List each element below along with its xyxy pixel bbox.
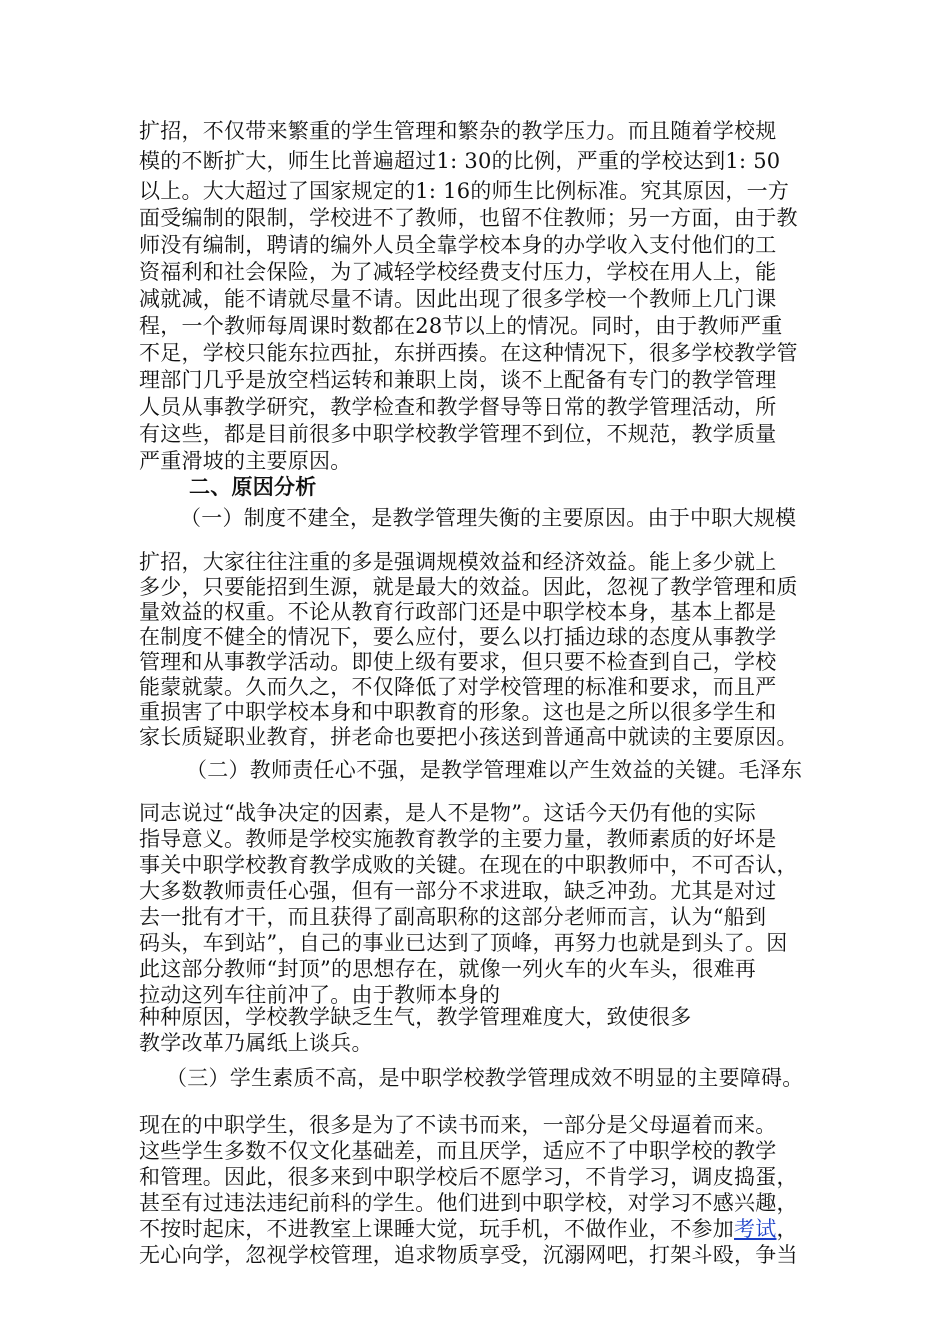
paragraph-1-line-4: 面受编制的限制，学校进不了教师，也留不住教师；另一方面，由于教 bbox=[139, 206, 798, 230]
subsection-3-line-1: 现在的中职学生，很多是为了不读书而来，一部分是父母逼着而来。 bbox=[139, 1113, 777, 1137]
subsection-2-line-9: 种种原因，学校教学缺乏生气，教学管理难度大，致使很多 bbox=[139, 1005, 692, 1029]
subsection-1-line-3: 量效益的权重。不论从教育行政部门还是中职学校本身，基本上都是 bbox=[139, 600, 777, 624]
subsection-2-heading: （二）教师责任心不强，是教学管理难以产生效益的关键。毛泽东 bbox=[186, 758, 803, 782]
paragraph-1-line-10: 理部门几乎是放空档运转和兼职上岗，谈不上配备有专门的教学管理 bbox=[139, 368, 777, 392]
subsection-3-heading: （三）学生素质不高，是中职学校教学管理成效不明显的主要障碍。 bbox=[166, 1066, 804, 1090]
paragraph-1-line-3: 以上。大大超过了国家规定的1: 16的师生比例标准。究其原因，一方 bbox=[139, 179, 790, 203]
paragraph-1-line-1: 扩招，不仅带来繁重的学生管理和繁杂的教学压力。而且随着学校规 bbox=[139, 119, 777, 143]
paragraph-1-line-13: 严重滑坡的主要原因。 bbox=[139, 449, 352, 473]
paragraph-1-line-6: 资福利和社会保险，为了减轻学校经费支付压力，学校在用人上，能 bbox=[139, 260, 777, 284]
subsection-3-line-2: 这些学生多数不仅文化基础差，而且厌学，适应不了中职学校的教学 bbox=[139, 1139, 777, 1163]
subsection-1-line-4: 在制度不健全的情况下，要么应付，要么以打插边球的态度从事教学 bbox=[139, 625, 777, 649]
paragraph-1-line-11: 人员从事教学研究，教学检查和教学督导等日常的教学管理活动，所 bbox=[139, 395, 777, 419]
subsection-2-line-8: 拉动这列车往前冲了。由于教师本身的 bbox=[139, 983, 501, 1007]
subsection-2-line-3: 事关中职学校教育教学成败的关键。在现在的中职教师中，不可否认， bbox=[139, 853, 798, 877]
subsection-1-line-6: 能蒙就蒙。久而久之，不仅降低了对学校管理的标准和要求，而且严 bbox=[139, 675, 777, 699]
subsection-1-heading: （一）制度不建全，是教学管理失衡的主要原因。由于中职大规模 bbox=[180, 506, 797, 530]
subsection-3-line-6: 无心向学，忽视学校管理，追求物质享受，沉溺网吧，打架斗殴，争当 bbox=[139, 1243, 798, 1267]
subsection-2-line-2: 指导意义。教师是学校实施教育教学的主要力量，教师素质的好坏是 bbox=[139, 827, 777, 851]
exam-link[interactable]: 考试 bbox=[734, 1217, 777, 1241]
subsection-3-line-5 bbox=[139, 1216, 798, 1242]
subsection-3-line-4: 甚至有过违法违纪前科的学生。他们进到中职学校，对学习不感兴趣， bbox=[139, 1191, 798, 1215]
subsection-1-line-5: 管理和从事教学活动。即使上级有要求，但只要不检查到自己，学校 bbox=[139, 650, 777, 674]
subsection-3-line-3: 和管理。因此，很多来到中职学校后不愿学习，不肯学习，调皮捣蛋， bbox=[139, 1165, 798, 1189]
paragraph-1-line-7: 减就减，能不请就尽量不请。因此出现了很多学校一个教师上几门课 bbox=[139, 287, 777, 311]
section-heading: 二、原因分析 bbox=[189, 474, 317, 499]
subsection-2-line-4: 大多数教师责任心强，但有一部分不求进取，缺乏冲劲。尤其是对过 bbox=[139, 879, 777, 903]
paragraph-1-line-8: 程，一个教师每周课时数都在28节以上的情况。同时，由于教师严重 bbox=[139, 314, 783, 338]
subsection-1-line-8: 家长质疑职业教育，拼老命也要把小孩送到普通高中就读的主要原因。 bbox=[139, 725, 798, 749]
subsection-2-line-10: 教学改革乃属纸上谈兵。 bbox=[139, 1031, 373, 1055]
subsection-2-line-6: 码头，车到站”，自己的事业已达到了顶峰，再努力也就是到头了。因 bbox=[139, 931, 788, 955]
paragraph-1-line-5: 师没有编制，聘请的编外人员全靠学校本身的办学收入支付他们的工 bbox=[139, 233, 777, 257]
subsection-1-line-2: 多少，只要能招到生源，就是最大的效益。因此，忽视了教学管理和质 bbox=[139, 575, 798, 599]
subsection-2-line-7: 此这部分教师“封顶”的思想存在，就像一列火车的火车头，很难再 bbox=[139, 957, 756, 981]
paragraph-1-line-9: 不足，学校只能东拉西扯，东拼西揍。在这种情况下，很多学校教学管 bbox=[139, 341, 798, 365]
paragraph-1-line-12: 有这些，都是目前很多中职学校教学管理不到位，不规范，教学质量 bbox=[139, 422, 777, 446]
subsection-3-line-5-text: 不按时起床，不进教室上课睡大觉，玩手机，不做作业，不参加 bbox=[139, 1217, 734, 1241]
subsection-1-line-1: 扩招，大家往往注重的多是强调规模效益和经济效益。能上多少就上 bbox=[139, 550, 777, 574]
subsection-3-line-5-punct: ， bbox=[776, 1217, 798, 1241]
paragraph-1-line-2: 模的不断扩大，师生比普遍超过1: 30的比例，严重的学校达到1: 50 bbox=[139, 149, 781, 173]
subsection-1-line-7: 重损害了中职学校本身和中职教育的形象。这也是之所以很多学生和 bbox=[139, 700, 777, 724]
subsection-2-line-1: 同志说过“战争决定的因素，是人不是物”。这话今天仍有他的实际 bbox=[139, 801, 756, 825]
subsection-2-line-5: 去一批有才干，而且获得了副高职称的这部分老师而言，认为“船到 bbox=[139, 905, 767, 929]
